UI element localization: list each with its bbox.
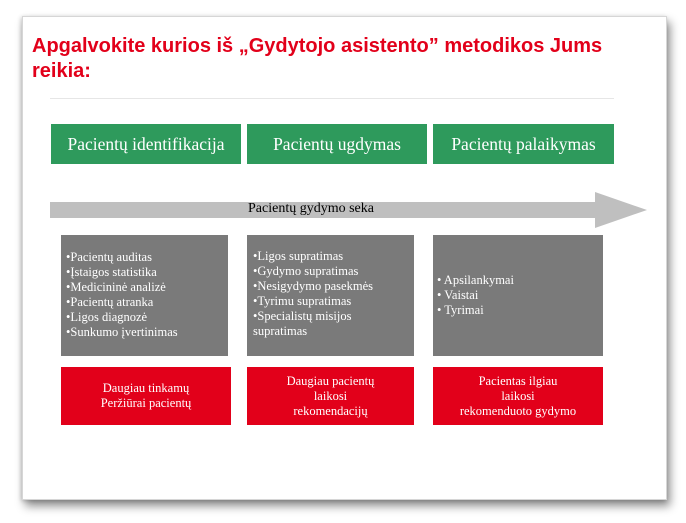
- arrow-label: Pacientų gydymo seka: [248, 201, 374, 216]
- list-item: •Pacientų auditas: [66, 250, 152, 264]
- list-item: • Tyrimai: [437, 303, 484, 317]
- stage-support: Pacientų palaikymas: [433, 124, 614, 164]
- list-item: •Sunkumo įvertinimas: [66, 325, 178, 339]
- column-3-box: [433, 235, 603, 356]
- stage-education: Pacientų ugdymas: [247, 124, 427, 164]
- outcome-line: laikosi: [313, 388, 348, 403]
- list-item: • Vaistai: [437, 288, 479, 302]
- list-item: supratimas: [253, 324, 308, 338]
- outcome-line: Daugiau tinkamų: [102, 381, 190, 395]
- list-item: •Įstaigos statistika: [66, 265, 157, 279]
- list-item: •Ligos supratimas: [253, 249, 344, 263]
- outcome-line: rekomenduoto gydymo: [459, 403, 577, 418]
- column-2-list: [253, 249, 414, 339]
- list-item: •Ligos diagnozė: [66, 310, 148, 324]
- column-1-list: [66, 250, 228, 340]
- column-3-list: [437, 273, 603, 318]
- list-item: •Nesigydymo pasekmės: [253, 279, 373, 293]
- outcome-line: laikosi: [501, 388, 535, 403]
- outcome-line: Daugiau pacientų: [286, 373, 375, 388]
- outcome-1-box: [61, 367, 231, 425]
- slide-title: Apgalvokite kurios iš „Gydytojo asistento” metodikos Jums reikia:: [32, 35, 603, 82]
- column-2-box: [247, 235, 414, 356]
- outcome-2-box: [247, 367, 414, 425]
- outcome-line: Peržiūrai pacientų: [100, 396, 192, 410]
- column-1-box: [61, 235, 228, 356]
- outcome-line: Pacientas ilgiau: [478, 373, 558, 388]
- list-item: •Tyrimu supratimas: [253, 294, 352, 308]
- outcome-3-text: [460, 374, 576, 419]
- list-item: •Medicininė analizė: [66, 280, 166, 294]
- title-divider: [50, 98, 614, 99]
- outcome-line: rekomendacijų: [293, 403, 368, 418]
- list-item: • Apsilankymai: [437, 273, 514, 287]
- outcome-1-text: [101, 381, 192, 411]
- outcome-3-box: [433, 367, 603, 425]
- list-item: •Specialistų misijos: [253, 309, 352, 323]
- list-item: •Pacientų atranka: [66, 295, 154, 309]
- outcome-2-text: [287, 374, 375, 419]
- stage-identification: Pacientų identifikacija: [51, 124, 241, 164]
- list-item: •Gydymo supratimas: [253, 264, 359, 278]
